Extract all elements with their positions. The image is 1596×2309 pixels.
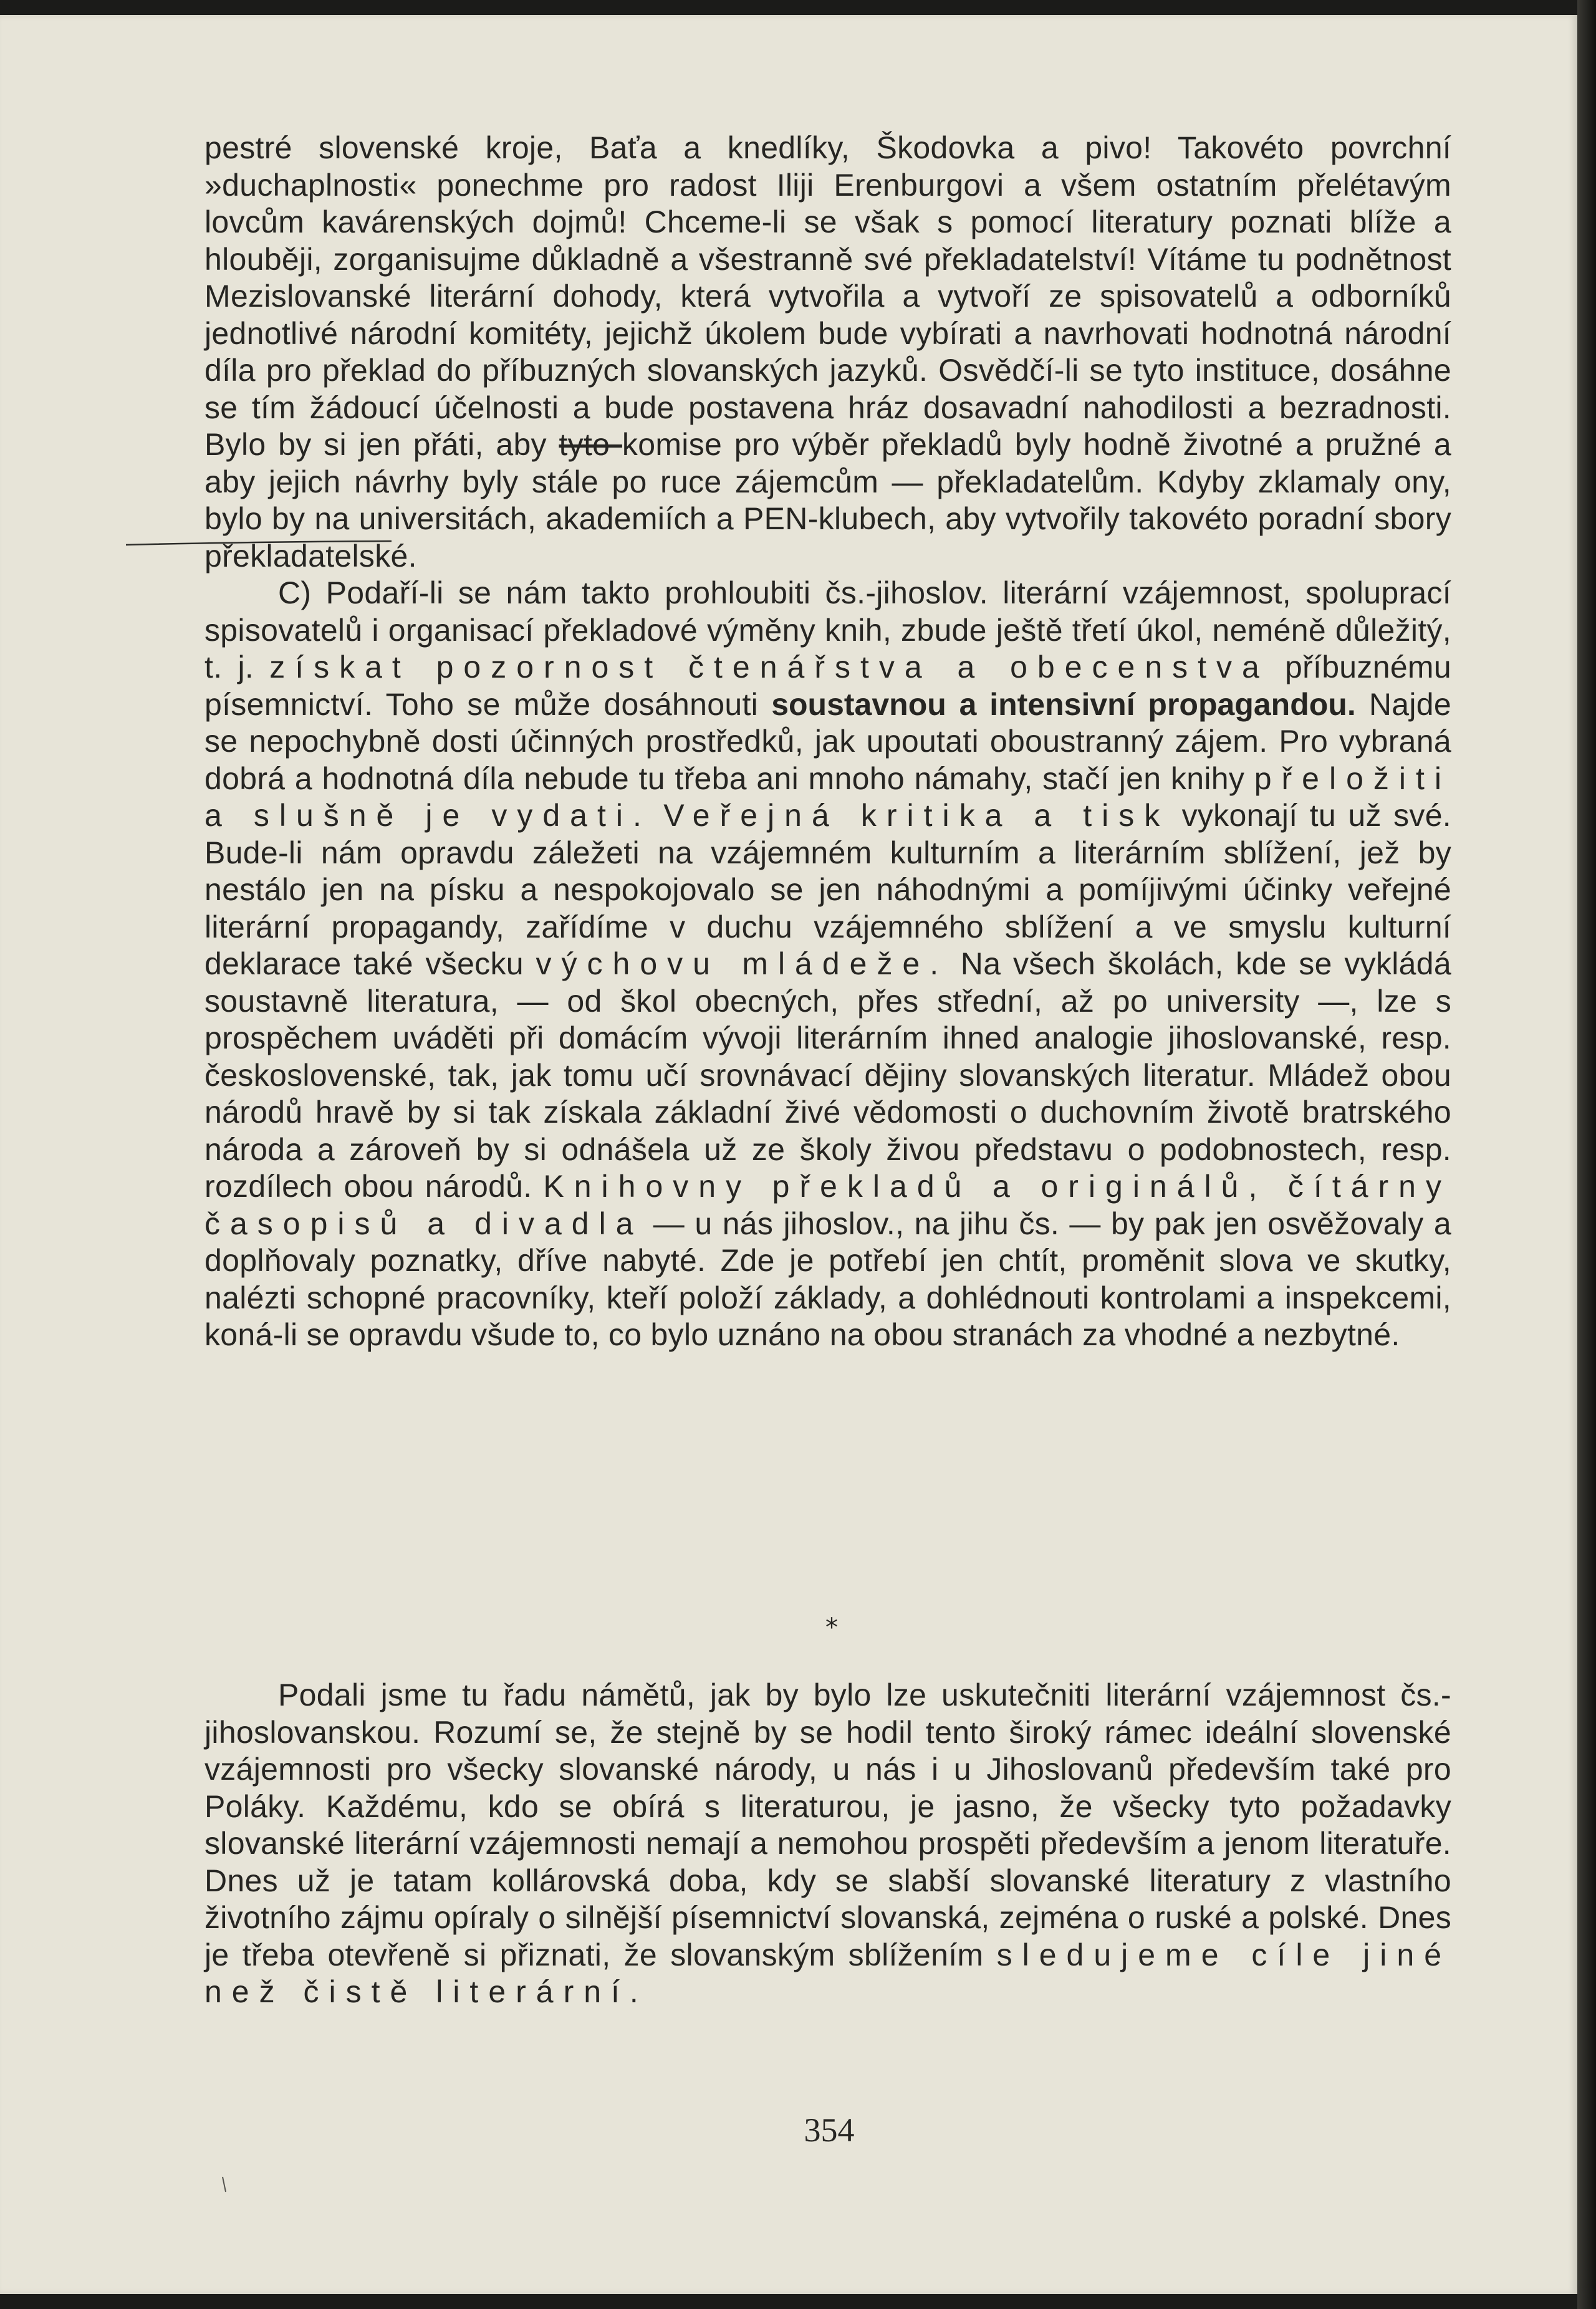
page-edge-shadow xyxy=(1577,0,1596,2309)
struck-word: tyto xyxy=(559,427,622,462)
section-separator: * xyxy=(825,1613,838,1642)
spaced-emphasis: Knihovny překladů a originálů, čítárny časopisů a divadla xyxy=(204,1169,1451,1241)
spaced-emphasis: získat pozornost čtenářstva a obecenstva xyxy=(269,650,1269,684)
paragraph-c: C) Podaří-li se nám takto prohloubiti čs.-jihoslov. literární vzájemnost, spoluprací spisovatelů i organisací překladové výměny knih, zbude ještě třetí úkol, neméně důležitý, t. j. získat pozornost čtenářstva a obecenstva příbuznému písemnictví. Toho se může dosáhnouti soustavnou a intensivní propagandou. Najde se nepochybně dosti účinných prostředků, jak upoutati oboustranný zájem. Pro vybraná dobrá a hodnotná díla nebude tu třeba ani mnoho námahy, stačí jen knihy přeložiti a slušně je vydati. Veřejná kritika a tisk vykonají tu už své. Bude-li nám opravdu záležeti na vzájemném kulturním a literárním sblížení, jež by nestálo jen na písku a nespokojovalo se jen náhodnými a pomíjivými účinky veřejné literární propagandy, zařídíme v duchu vzájemného sblížení a ve smyslu kulturní deklarace také všecku výchovu mládeže. Na všech školách, kde se vykládá soustavně literatura, — od škol obecných, přes střední, až po university —, lze s prospěchem uváděti při domácím vývoji literárním ihned analogie jihoslovanské, resp. československé, tak, jak tomu učí srovnávací dějiny slovanských literatur. Mládež obou národů hravě by si tak získala základní živé vědomosti o duchovním životě bratrského národa a zároveň by si odnášela už ze školy živou představu o podobnostech, resp. rozdílech obou národů. Knihovny překladů a originálů, čítárny časopisů a divadla — u nás jihoslov., na jihu čs. — by pak jen osvěžovaly a doplňovaly poznatky, dříve nabyté. Zde je potřebí jen chtít, proměnit slova ve skutky, nalézti schopné pracovníky, kteří položí základy, a dohlédnouti kontrolami a inspekcemi, koná-li se opravdu všude to, co bylo uznáno na obou stranách za vhodné a nezbytné. xyxy=(204,575,1451,1352)
spaced-emphasis: sledujeme cíle jiné než čistě literární. xyxy=(204,1937,1452,2009)
spaced-emphasis: výchovu mládeže. xyxy=(536,946,949,981)
bold-emphasis: soustavnou a intensivní propagandou. xyxy=(771,686,1356,722)
spaced-emphasis: Veřejná kritika a tisk xyxy=(663,798,1170,833)
page-number: 354 xyxy=(804,2111,855,2149)
main-text-column xyxy=(204,130,1451,1354)
paragraph-continued: pestré slovenské kroje, Baťa a knedlíky, Škodovka a pivo! Takovéto povrchní »duchaplnosti« ponechme pro radost Iliji Erenburgovi a všem ostatním přelétavým lovcům kavárenských dojmů! Chceme-li se však s pomocí literatury poznati blíže a hlouběji, zorganisujme důkladně a všestranně své překladatelství! Vítáme tu podnětnost Mezislovanské literární dohody, která vytvořila a vytvoří ze spisovatelů a odborníků jednotlivé národní komitéty, jejichž úkolem bude vybírati a navrhovati hodnotná národní díla pro překlad do příbuzných slovanských jazyků. Osvědčí-li se tyto instituce, dosáhne se tím žádoucí účelnosti a bude postavena hráz dosavadní nahodilosti a bezradnosti. Bylo by si jen přáti, aby tyto komise pro výběr překladů byly hodně životné a pružné a aby jejich návrhy byly stále po ruce zájemcům — překladatelům. Kdyby zklamaly ony, bylo by na universitách, akademiích a PEN-klubech, aby vytvořily takovéto poradní sbory překladatelské. xyxy=(204,130,1452,574)
stray-mark xyxy=(221,2176,228,2194)
closing-text-column xyxy=(204,1677,1451,2011)
paragraph-closing: Podali jsme tu řadu námětů, jak by bylo lze uskutečniti literární vzájemnost čs.-jihoslovanskou. Rozumí se, že stejně by se hodil tento široký rámec ideální slovenské vzájemnosti pro všecky slovanské národy, u nás i u Jihoslovanů především také pro Poláky. Každému, kdo se obírá s literaturou, je jasno, že všecky tyto požadavky slovanské literární vzájemnosti nemají a nemohou prospěti především a jenom literatuře. Dnes už je tatam kollárovská doba, kdy se slabší slovanské literatury z vlastního životního zájmu opíraly o silnější písemnictví slovanská, zejména o ruské a polské. Dnes je třeba otevřeně si přiznati, že slovanským sblížením sledujeme cíle jiné než čistě literární. xyxy=(204,1678,1452,2009)
spaced-emphasis: přeložiti a slušně je vydati. xyxy=(204,761,1451,833)
